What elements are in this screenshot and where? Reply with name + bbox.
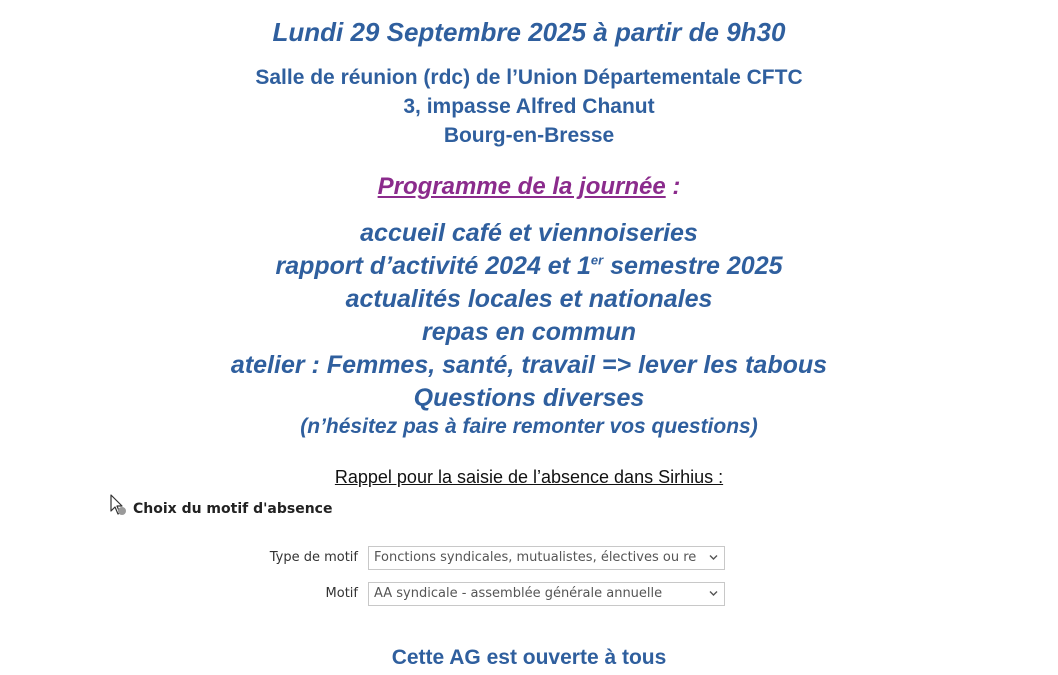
- programme-item: atelier : Femmes, santé, travail => lever les tabous: [230, 351, 828, 379]
- programme-note: (n’hésitez pas à faire remonter vos questions): [300, 415, 758, 438]
- ordinal-superscript: er: [590, 252, 604, 268]
- motif-label: Motif: [325, 586, 358, 601]
- programme-title: Programme de la journée: [377, 173, 666, 200]
- address-line-city: Bourg-en-Bresse: [443, 124, 615, 147]
- section-bullet-icon: [118, 507, 126, 515]
- chevron-down-icon: [709, 590, 718, 597]
- programme-item: actualités locales et nationales: [345, 285, 713, 313]
- programme-item-rest: semestre 2025: [603, 252, 783, 280]
- footer-message: Cette AG est ouverte à tous: [391, 646, 667, 669]
- programme-title-colon: :: [665, 173, 681, 200]
- motif-select[interactable]: [368, 582, 725, 606]
- programme-item-text: rapport d’activité 2024 et 1: [275, 252, 591, 280]
- sirhius-reminder: Rappel pour la saisie de l’absence dans Sirhius :: [334, 467, 724, 487]
- programme-item: [0, 250, 1058, 283]
- motif-value: AA syndicale - assemblée générale annuelle: [374, 586, 663, 601]
- programme-item: accueil café et viennoiseries: [360, 219, 698, 247]
- address-line-venue: Salle de réunion (rdc) de l’Union Départementale CFTC: [255, 66, 803, 89]
- programme-heading: [0, 173, 1058, 201]
- event-date: Lundi 29 Septembre 2025 à partir de 9h30: [272, 17, 786, 47]
- programme-item: Questions diverses: [413, 384, 645, 412]
- address-line-street: 3, impasse Alfred Chanut: [403, 95, 655, 118]
- programme-item: repas en commun: [422, 318, 636, 346]
- absence-section-title: Choix du motif d'absence: [133, 501, 333, 517]
- chevron-down-icon: [709, 554, 718, 561]
- type-motif-label: Type de motif: [269, 550, 358, 565]
- type-motif-select[interactable]: [368, 546, 725, 570]
- type-motif-value: Fonctions syndicales, mutualistes, électives ou re: [374, 550, 697, 565]
